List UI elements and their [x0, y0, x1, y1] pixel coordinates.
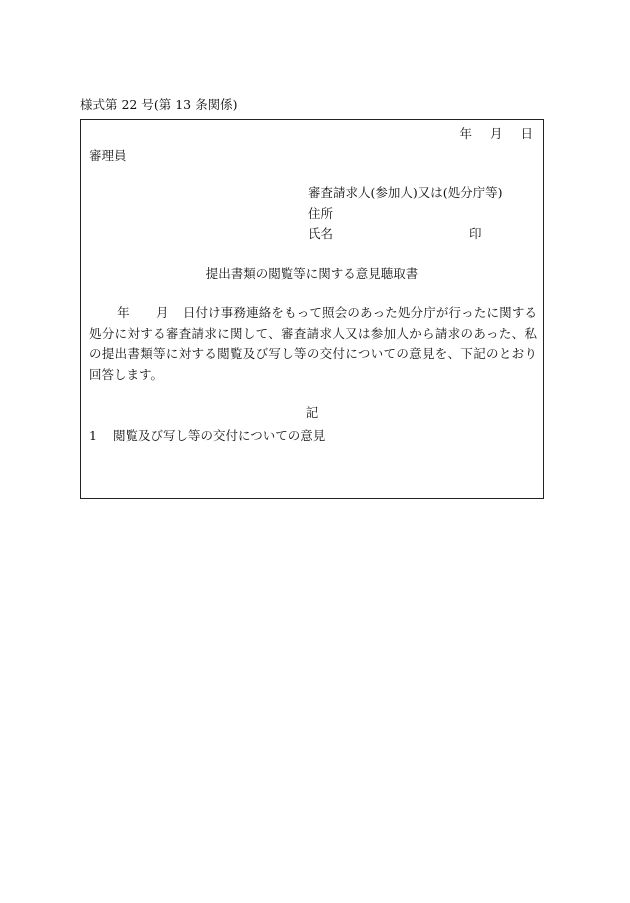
date-month: 月: [489, 126, 503, 141]
list-item: [89, 430, 325, 443]
body-month: 月: [155, 305, 169, 320]
body-paragraph: [89, 303, 537, 385]
date-year: 年: [459, 126, 472, 141]
date-line: [445, 128, 533, 141]
form-number: 様式第 22 号(第 13 条関係): [80, 97, 238, 112]
date-day: 日: [520, 126, 533, 141]
item-text: 閲覧及び写し等の交付についての意見: [113, 428, 326, 443]
addressee: 審理員: [89, 148, 127, 163]
name-label: 氏名: [308, 226, 334, 241]
document-title: 提出書類の閲覧等に関する意見聴取書: [205, 266, 419, 281]
body-text: 日付け事務連絡をもって照会のあった処分庁が行ったに関する処分に対する審査請求に関して、審査請求人又は参加人から請求のあった、私の提出書類等に対する閲覧及び写し等の交付についての意見を、下記のとおり回答します。: [89, 305, 537, 382]
note-heading: 記: [305, 405, 319, 420]
form-box: [80, 119, 544, 499]
item-number: 1: [89, 428, 97, 443]
address-label: 住所: [308, 206, 334, 221]
requester-label: 審査請求人(参加人)又は(処分庁等): [308, 185, 503, 200]
seal-mark: 印: [469, 226, 482, 241]
body-year: 年: [117, 305, 130, 320]
